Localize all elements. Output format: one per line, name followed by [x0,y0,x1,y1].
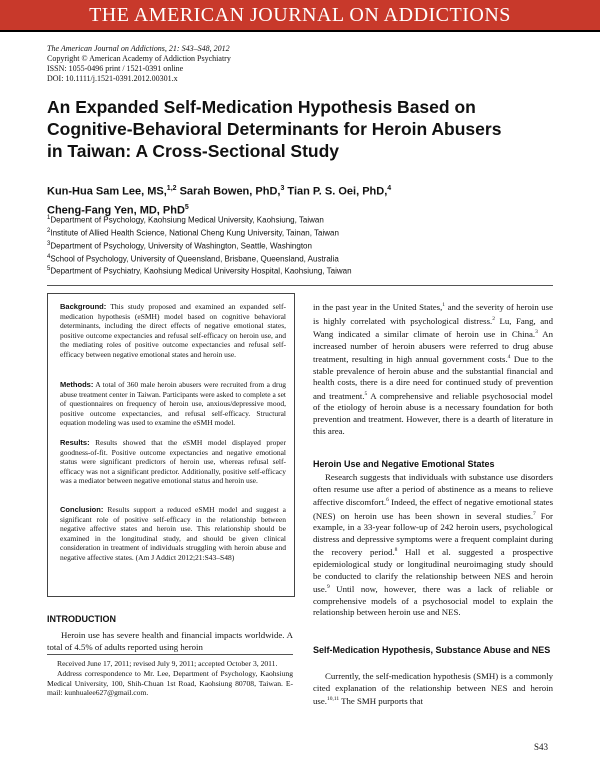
received-dates: Received June 17, 2011; revised July 9, 2011; accepted October 3, 2011. [57,659,278,668]
abstract-box [47,293,295,597]
journal-banner-title: THE AMERICAN JOURNAL ON ADDICTIONS [89,4,511,26]
affiliation: $^5$Department of Psychiatry, Kaohsiung Medical University Hospital, Kaohsiung, Taiwan [47,266,352,277]
page-number: S43 [534,742,549,752]
affiliation-list [47,213,352,277]
abstract-results: Results: Results showed that the eSMH model displayed proper goodness-of-fit. Positive outcome expectancies and negative emotional status were significant predictors of heroin use, whereas refusal self-efficacy was not a significant predictor. Additionally, positive self-efficacy was a mediator between negative emotional status and heroin use. [60,438,286,486]
copyright: Copyright © American Academy of Addiction Psychiatry [47,54,231,63]
author-name: Cheng-Fang Yen, MD, PhD [47,204,185,217]
abstract-conclusion: Conclusion: Results support a reduced eSMH model and suggest a significant role of positive self-efficacy in the relationship between negative affective states and heroin use. This relationship should be examined in the longitudinal study, and should be given clinical consideration in treatment of individuals struggling with heroin abuse and negative affective states. (Am J Addict 2012;21:S43–S48) [60,505,287,562]
author-affil-mark: 3 [280,185,285,192]
author-name: Tian P. S. Oei, PhD, [287,185,388,198]
author-affil-mark: 1,2 [166,185,177,192]
title-line: An Expanded Self-Medication Hypothesis Based on [47,97,476,117]
paper-title [47,96,557,162]
right-paragraph-2: Research suggests that individuals with substance use disorders often resume use after a period of abstinence as a means to relieve affective discomfort.$^6$ Indeed, the effect of negative emotional states (NES) on heroin use has been shown in several studies.$^7$ For example, in a 33-year follow-up of 242 heroin users, psychological distress and depressive symptoms were a frequent complaint during the recovery period.$^8$ Hall et al. suggested a prospective epidemiological study or longitudinal neuroimaging study should be conducted to clarify the relationship between NES and heroin use.$^9$ Until now, however, there was a lack of reliable or comprehensive models of a psychosocial model to explain the relationship between heroin use and NES. [313,472,553,618]
citation: The American Journal on Addictions, 21: S43–S48, 2012 [47,44,230,53]
affiliation: $^3$Department of Psychology, University of Washington, Seattle, Washington [47,240,312,251]
correspondence: Address correspondence to Mr. Lee, Department of Psychology, Kaohsiung Medical University, 100, Shih-Chuan 1st Road, Kaohsiung 80708, Taiwan. E-mail: kunhualee627@gmail.com. [47,668,293,698]
section-heading-smh: Self-Medication Hypothesis, Substance Abuse and NES [313,645,551,655]
abstract-background: Background: This study proposed and examined an expanded self-medication hypothesis (eSMH) model based on cognitive behavioral determinants, including the direct effects of negative emotional states, positive outcome expectancies and refusal self-efficacy on heroin use, and the mediating roles of positive outcome expectancies and refusal self-efficacy between negative emotional states and heroin use. [60,302,286,359]
author-affil-mark: 4 [387,185,392,192]
section-heading-nes: Heroin Use and Negative Emotional States [313,459,495,469]
affiliation: $^4$School of Psychology, University of Queensland, Brisbane, Queensland, Australia [47,253,339,264]
abstract-methods: Methods: A total of 360 male heroin abusers were recruited from a drug abuse treatment center in Taiwan. Participants were asked to complete a set of questionnaires on frequency of heroin use, anxious/depressive mood, positive outcome expectancies, and refusal self-efficacy. Structural equation modeling was used to examine the eSMH model. [60,380,286,428]
author-name: Sarah Bowen, PhD, [179,185,281,198]
footnote-divider [47,654,293,655]
journal-banner [0,0,600,32]
right-paragraph-1: in the past year in the United States,$^1$ and the severity of heroin use is highly correlated with psychological distress.$^2$ Lu, Fang, and Wang indicated a similar climate of heroin use in China.$^3$ An increased number of heroin abusers were referred to drug abuse treatment, resulting in high annual government costs.$^4$ Due to the stable prevalence of heroin abuse and the substantial financial and health costs, there is a dire need for continued study of prevention and treatment.$^5$ A comprehensive and reliable psychosocial model of the etiology of heroin abuse is a necessary foundation for both prevention and treatment. However, there is a dearth of literature in this area. [313,301,554,436]
intro-heading: INTRODUCTION [47,614,116,624]
right-paragraph-3: Currently, the self-medication hypothesis (SMH) is a commonly cited explanation of the relationship between NES and heroin use.$^{10,11}$ The SMH purports that [313,671,553,707]
title-line: Cognitive-Behavioral Determinants for Heroin Abusers [47,119,502,139]
publication-meta [47,44,231,84]
intro-paragraph: Heroin use has severe health and financial impacts worldwide. A total of 4.5% of adults reported using heroin [47,630,293,652]
header-divider [47,285,553,286]
affiliation: $^2$Institute of Allied Health Science, National Cheng Kung University, Tainan, Taiwan [47,227,339,238]
author-affil-mark: 5 [184,203,189,211]
author-name: Kun-Hua Sam Lee, MS, [47,185,167,198]
footnotes [47,659,293,698]
issn: ISSN: 1055-0496 print / 1521-0391 online [47,64,184,73]
title-line: in Taiwan: A Cross-Sectional Study [47,141,340,161]
doi: DOI: 10.1111/j.1521-0391.2012.00301.x [47,74,178,83]
affiliation: $^1$Department of Psychology, Kaohsiung Medical University, Kaohsiung, Taiwan [47,215,324,225]
